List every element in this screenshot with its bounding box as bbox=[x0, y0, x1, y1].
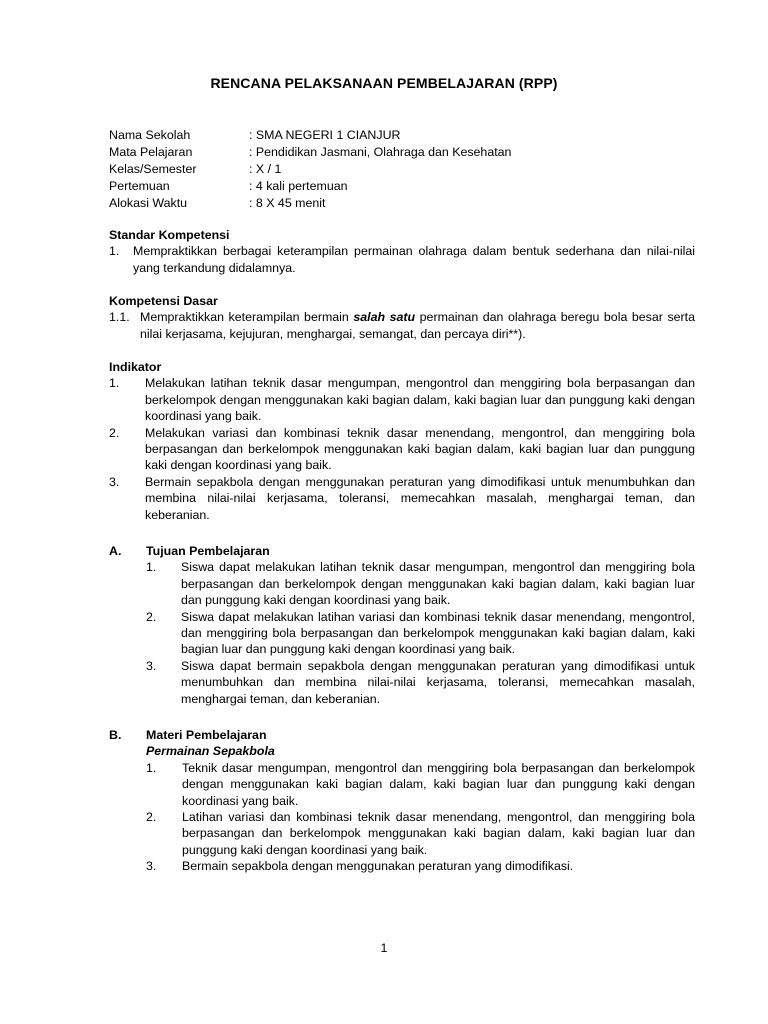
identity-label: Alokasi Waktu bbox=[109, 196, 188, 210]
list-item bbox=[146, 858, 695, 874]
identity-table bbox=[109, 127, 511, 212]
item-number: 1.1. bbox=[109, 310, 130, 325]
identity-label: Nama Sekolah bbox=[109, 128, 191, 142]
section-title: Materi Pembelajaran bbox=[146, 728, 267, 742]
kompetensi-dasar-heading: Kompetensi Dasar bbox=[109, 294, 218, 308]
tujuan-heading bbox=[109, 543, 695, 559]
identity-row bbox=[109, 127, 511, 144]
item-text: Bermain sepakbola dengan menggunakan peraturan yang dimodifikasi untuk menumbuhkan dan membina nilai-nilai kerjasama, toleransi, memecahkan masalah, menghargai teman, dan keberanian. bbox=[145, 474, 695, 522]
item-number: 3. bbox=[146, 859, 157, 874]
item-text bbox=[140, 309, 695, 342]
item-text: Latihan variasi dan kombinasi teknik dasar menendang, mengontrol, dan menggiring bola berpasangan dan berkelompok menggunakan kaki bagian dalam, kaki bagian luar dan punggung kaki dengan koordinasi yang baik. bbox=[182, 810, 695, 857]
item-number: 3. bbox=[146, 658, 157, 673]
list-item bbox=[146, 760, 695, 809]
materi-list bbox=[146, 760, 695, 875]
item-number: 2. bbox=[146, 609, 157, 624]
section-letter: B. bbox=[109, 728, 122, 742]
item-text-emphasis: salah satu bbox=[353, 310, 416, 325]
identity-label: Pertemuan bbox=[109, 179, 170, 193]
identity-row bbox=[109, 195, 511, 212]
item-text: Siswa dapat bermain sepakbola dengan menggunakan peraturan yang dimodifikasi untuk menumbuhkan dan membina nilai-nilai kerjasama, toleransi, memecahkan masalah, menghargai teman, dan keberanian. bbox=[181, 658, 695, 706]
identity-value: : 4 kali pertemuan bbox=[249, 179, 348, 193]
item-text-after: permainan dan olahraga beregu bola besar serta nilai kerjasama, kejujuran, menghargai, semangat, dan percaya diri**). bbox=[140, 310, 695, 341]
item-number: 1. bbox=[146, 760, 157, 775]
identity-label: Kelas/Semester bbox=[109, 162, 197, 176]
item-number: 2. bbox=[146, 810, 157, 825]
page-number: 1 bbox=[380, 941, 388, 955]
tujuan-pembelajaran-section bbox=[109, 543, 695, 707]
standar-kompetensi-heading: Standar Kompetensi bbox=[109, 228, 230, 242]
item-text: Teknik dasar mengumpan, mengontrol dan menggiring bola berpasangan dan berkelompok dengan menggunakan kaki bagian dalam, kaki bagian luar dan punggung kaki dengan koordinasi yang baik. bbox=[182, 760, 695, 808]
identity-row bbox=[109, 161, 511, 178]
materi-heading bbox=[109, 727, 695, 743]
item-number: 2. bbox=[109, 425, 120, 440]
item-number: 1. bbox=[109, 376, 120, 391]
list-item bbox=[109, 425, 695, 474]
indikator-section bbox=[109, 359, 695, 523]
identity-value: : 8 X 45 menit bbox=[249, 196, 326, 210]
list-item bbox=[146, 609, 695, 658]
item-number: 1. bbox=[146, 560, 157, 575]
list-item bbox=[146, 559, 695, 608]
list-item bbox=[109, 474, 695, 523]
item-text: Melakukan variasi dan kombinasi teknik dasar menendang, mengontrol, dan menggiring bola berpasangan dan berkelompok menggunakan kaki bagian dalam, kaki bagian luar dan punggung kaki dengan koordinasi yang baik. bbox=[145, 425, 695, 473]
list-item bbox=[146, 809, 695, 858]
item-text: Melakukan latihan teknik dasar mengumpan, mengontrol dan menggiring bola berpasangan dan berkelompok dengan menggunakan kaki bagian dalam, kaki bagian luar dan punggung kaki dengan koordinasi yang baik. bbox=[145, 376, 695, 424]
list-item bbox=[109, 309, 695, 342]
item-number: 3. bbox=[109, 474, 120, 489]
materi-pembelajaran-section bbox=[109, 727, 695, 875]
item-text: Siswa dapat melakukan latihan variasi dan kombinasi teknik dasar menendang, mengontrol, dan menggiring bola berpasangan dan berkelompok menggunakan kaki bagian dalam, kaki bagian luar dan punggung kaki dengan koordinasi yang baik. bbox=[181, 609, 695, 657]
item-text: Siswa dapat melakukan latihan teknik dasar mengumpan, mengontrol dan menggiring bola berpasangan dan berkelompok dengan menggunakan kaki bagian dalam, kaki bagian luar dan punggung kaki dengan koordinasi yang baik. bbox=[181, 560, 695, 608]
indikator-heading: Indikator bbox=[109, 360, 162, 374]
identity-row bbox=[109, 144, 511, 161]
section-letter: A. bbox=[109, 544, 122, 558]
tujuan-list bbox=[146, 559, 695, 707]
item-text: Bermain sepakbola dengan menggunakan peraturan yang dimodifikasi. bbox=[182, 859, 574, 874]
identity-value: : SMA NEGERI 1 CIANJUR bbox=[249, 128, 401, 142]
item-number: 1. bbox=[109, 244, 120, 259]
section-title: Tujuan Pembelajaran bbox=[146, 544, 270, 558]
identity-value: : Pendidikan Jasmani, Olahraga dan Kesehatan bbox=[249, 145, 512, 159]
identity-value: : X / 1 bbox=[249, 162, 282, 176]
document-title: RENCANA PELAKSANAAN PEMBELAJARAN (RPP) bbox=[210, 75, 558, 91]
identity-label: Mata Pelajaran bbox=[109, 145, 193, 159]
standar-kompetensi-section bbox=[109, 227, 695, 276]
list-item bbox=[109, 375, 695, 424]
kompetensi-dasar-section bbox=[109, 293, 695, 342]
item-text: Mempraktikkan berbagai keterampilan permainan olahraga dalam bentuk sederhana dan nilai-nilai yang terkandung didalamnya. bbox=[133, 244, 695, 275]
identity-row bbox=[109, 178, 511, 195]
item-text-before: Mempraktikkan keterampilan bermain bbox=[140, 310, 354, 325]
list-item bbox=[146, 658, 695, 707]
materi-subheading: Permainan Sepakbola bbox=[146, 744, 275, 759]
list-item bbox=[109, 243, 695, 276]
